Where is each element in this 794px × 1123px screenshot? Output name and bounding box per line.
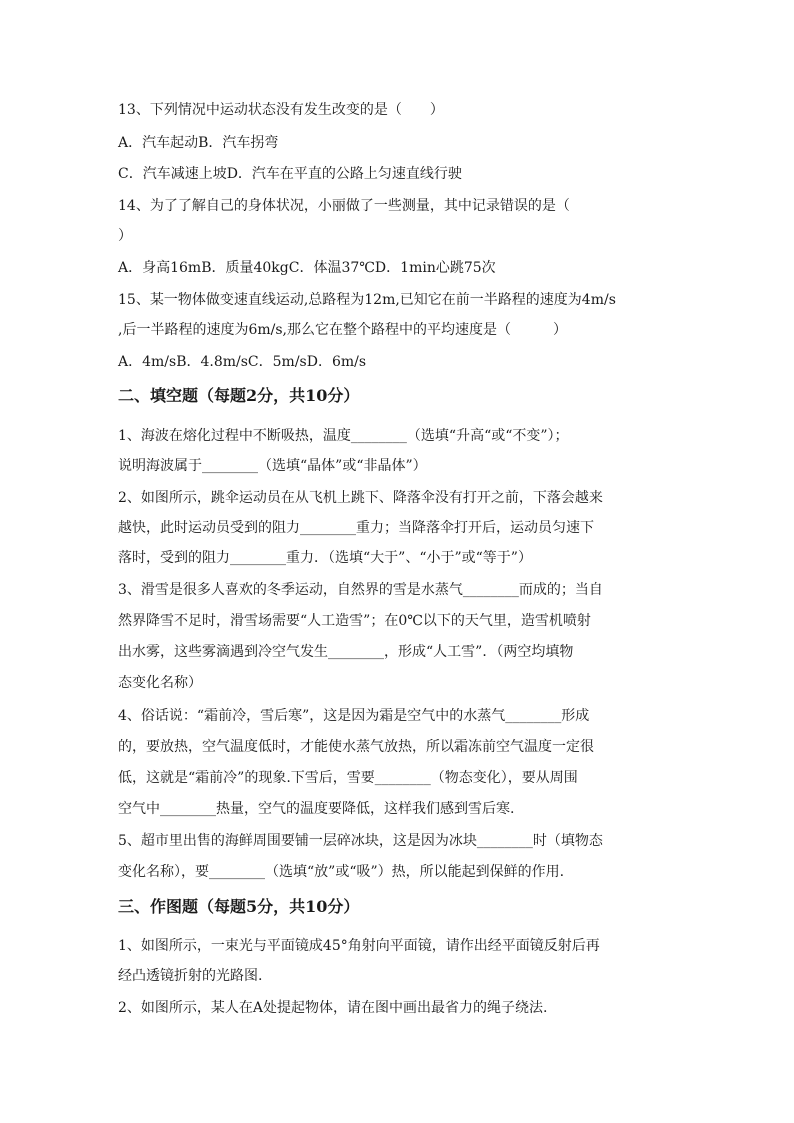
q14-options: A．身高16mB．质量40kgC．体温37℃D．1min心跳75次 — [118, 260, 496, 276]
draw-line: 1、如图所示，一束光与平面镜成45°角射向平面镜，请作出经平面镜反射后再 — [118, 938, 600, 954]
q15-stem-line1: 15、某一物体做变速直线运动,总路程为12m,已知它在前一半路程的速度为4m/s — [118, 292, 616, 308]
fill-line: 落时，受到的阻力________重力．（选填“大于”、“小于”或“等于”） — [118, 550, 532, 566]
section3-heading: 三、作图题（每题5分，共10分） — [118, 897, 360, 916]
q15-options: A．4m/sB．4.8m/sC．5m/sD．6m/s — [118, 354, 367, 370]
fill-line: 态变化名称） — [118, 675, 202, 691]
q13-stem: 13、下列情况中运动状态没有发生改变的是（ ） — [118, 102, 444, 118]
fill-line: 越快，此时运动员受到的阻力________重力；当降落伞打开后，运动员匀速下 — [118, 520, 594, 536]
fill-line: 变化名称），要________（选填“放”或“吸”）热，所以能起到保鲜的作用. — [118, 864, 565, 880]
fill-line: 的，要放热，空气温度低时，才能使水蒸气放热，所以霜冻前空气温度一定很 — [118, 739, 594, 755]
q13-options-ab: A．汽车起动B．汽车拐弯 — [118, 135, 279, 151]
fill-line: 说明海波属于________（选填“晶体”或“非晶体”） — [118, 458, 427, 474]
fill-line: 4、俗话说：“霜前冷，雪后寒”，这是因为霜是空气中的水蒸气________形成 — [118, 708, 590, 724]
draw-line: 2、如图所示，某人在A处提起物体，请在图中画出最省力的绳子绕法. — [118, 1000, 548, 1016]
q14-stem-line2: ） — [118, 228, 132, 244]
fill-line: 低，这就是“霜前冷”的现象.下雪后，雪要________（物态变化），要从周围 — [118, 770, 578, 786]
q15-stem-line2: ,后一半路程的速度为6m/s,那么它在整个路程中的平均速度是（ ） — [118, 322, 567, 338]
fill-line: 1、海波在熔化过程中不断吸热，温度________（选填“升高“或“不变”）； — [118, 428, 569, 444]
fill-line: 2、如图所示，跳伞运动员在从飞机上跳下、降落伞没有打开之前，下落会越来 — [118, 490, 603, 506]
fill-line: 5、超市里出售的海鲜周围要铺一层碎冰块，这是因为冰块________时（填物态 — [118, 833, 603, 849]
q13-options-cd: C．汽车减速上坡D．汽车在平直的公路上匀速直线行驶 — [118, 166, 462, 182]
draw-line: 经凸透镜折射的光路图. — [118, 968, 263, 984]
q14-stem-line1: 14、为了了解自己的身体状况，小丽做了一些测量，其中记录错误的是（ — [118, 198, 570, 214]
fill-line: 3、滑雪是很多人喜欢的冬季运动，自然界的雪是水蒸气________而成的；当自 — [118, 582, 603, 598]
fill-line: 然界降雪不足时，滑雪场需要“人工造雪”；在0℃以下的天气里，造雪机喷射 — [118, 613, 591, 629]
fill-line: 出水雾，这些雾滴遇到冷空气发生________，形成“人工雪”．（两空均填物 — [118, 644, 574, 660]
section2-heading: 二、填空题（每题2分，共10分） — [118, 386, 360, 405]
fill-line: 空气中________热量，空气的温度要降低，这样我们感到雪后寒. — [118, 801, 515, 817]
